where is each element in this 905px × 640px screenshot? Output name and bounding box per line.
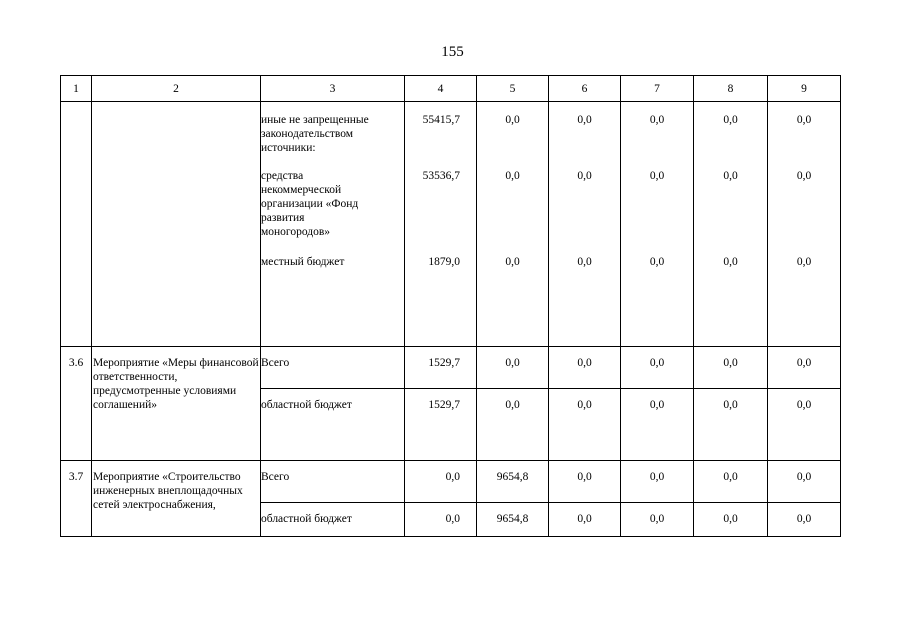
value: 0,0 bbox=[577, 471, 592, 483]
header-cell: 5 bbox=[477, 76, 549, 102]
value-cell-col6 bbox=[549, 102, 621, 347]
row-name-cell bbox=[92, 461, 261, 537]
source-local: местный бюджет bbox=[261, 256, 345, 268]
value: 0,0 bbox=[723, 357, 738, 369]
value: 0,0 bbox=[505, 357, 520, 369]
value: 0,0 bbox=[723, 256, 738, 268]
value-cell bbox=[768, 389, 841, 461]
value-cell bbox=[621, 389, 694, 461]
value-cell bbox=[549, 461, 621, 503]
source: областной бюджет bbox=[261, 399, 352, 411]
header-cell: 6 bbox=[549, 76, 621, 102]
row-number-cell bbox=[61, 461, 92, 537]
header-cell: 7 bbox=[621, 76, 694, 102]
row-name: Мероприятие «Строительство инженерных внеплощадочных сетей электроснабжения, bbox=[93, 471, 243, 511]
header-cell: 9 bbox=[768, 76, 841, 102]
value: 0,0 bbox=[796, 471, 812, 483]
value-cell bbox=[549, 503, 621, 537]
budget-table bbox=[60, 75, 841, 537]
value: 9654,8 bbox=[496, 471, 529, 483]
value: 0,0 bbox=[505, 170, 520, 182]
value: 0,0 bbox=[723, 471, 738, 483]
source-cell bbox=[261, 102, 405, 347]
header-cell: 4 bbox=[405, 76, 477, 102]
row-name-cell bbox=[92, 102, 261, 347]
value-cell bbox=[549, 347, 621, 389]
row-name-cell bbox=[92, 347, 261, 461]
header-row bbox=[61, 76, 841, 102]
value: 0,0 bbox=[649, 357, 665, 369]
value: 0,0 bbox=[445, 513, 460, 525]
value-cell bbox=[405, 503, 477, 537]
source-other: иные не запрещенные законодательством источники: bbox=[261, 114, 369, 154]
value: 0,0 bbox=[723, 399, 738, 411]
value-cell bbox=[768, 347, 841, 389]
value: 0,0 bbox=[577, 114, 592, 126]
value: 0,0 bbox=[723, 513, 738, 525]
value-cell bbox=[694, 347, 768, 389]
value: 1529,7 bbox=[428, 399, 460, 411]
value-cell bbox=[694, 503, 768, 537]
value: 9654,8 bbox=[496, 513, 529, 525]
value-cell-col8 bbox=[694, 102, 768, 347]
header-cell: 8 bbox=[694, 76, 768, 102]
value: 53536,7 bbox=[422, 170, 460, 182]
value: 0,0 bbox=[649, 170, 665, 182]
value-cell bbox=[621, 347, 694, 389]
value-cell-col9 bbox=[768, 102, 841, 347]
value-cell-col4 bbox=[405, 102, 477, 347]
value: 0,0 bbox=[577, 513, 592, 525]
value: 0,0 bbox=[649, 471, 665, 483]
value: 0,0 bbox=[577, 357, 592, 369]
value: 0,0 bbox=[577, 256, 592, 268]
value-cell bbox=[621, 503, 694, 537]
source: Всего bbox=[261, 471, 290, 483]
value-cell bbox=[405, 347, 477, 389]
header-cell: 1 bbox=[61, 76, 92, 102]
value: 0,0 bbox=[649, 114, 665, 126]
value: 0,0 bbox=[649, 399, 665, 411]
value: 0,0 bbox=[649, 513, 665, 525]
value: 0,0 bbox=[796, 513, 812, 525]
header-cell: 3 bbox=[261, 76, 405, 102]
value-cell-col7 bbox=[621, 102, 694, 347]
value-cell bbox=[549, 389, 621, 461]
source-cell bbox=[261, 347, 405, 389]
source-cell bbox=[261, 503, 405, 537]
row-number-cell bbox=[61, 102, 92, 347]
value: 0,0 bbox=[796, 357, 812, 369]
source-cell bbox=[261, 461, 405, 503]
row-number-cell bbox=[61, 347, 92, 461]
value: 0,0 bbox=[505, 399, 520, 411]
value: 0,0 bbox=[796, 170, 812, 182]
value: 0,0 bbox=[505, 256, 520, 268]
value-cell bbox=[477, 503, 549, 537]
page-number: 155 bbox=[441, 44, 464, 60]
value-cell bbox=[477, 389, 549, 461]
value: 0,0 bbox=[577, 170, 592, 182]
value-cell bbox=[477, 347, 549, 389]
value: 0,0 bbox=[723, 114, 738, 126]
source-cell bbox=[261, 389, 405, 461]
value-cell bbox=[621, 461, 694, 503]
value: 1879,0 bbox=[428, 256, 460, 268]
value-cell-col5 bbox=[477, 102, 549, 347]
value: 0,0 bbox=[723, 170, 738, 182]
value: 1529,7 bbox=[428, 357, 460, 369]
row-name: Мероприятие «Меры финансовой ответственности, предусмотренные условиями соглашений» bbox=[93, 357, 259, 411]
value-cell bbox=[405, 461, 477, 503]
value: 0,0 bbox=[445, 471, 460, 483]
value-cell bbox=[477, 461, 549, 503]
value-cell bbox=[694, 461, 768, 503]
value-cell bbox=[768, 461, 841, 503]
value: 0,0 bbox=[796, 256, 812, 268]
source: Всего bbox=[261, 357, 290, 369]
value: 55415,7 bbox=[422, 114, 460, 126]
source: областной бюджет bbox=[261, 513, 352, 525]
value-cell bbox=[694, 389, 768, 461]
continuation-row bbox=[61, 102, 841, 347]
row-number: 3.7 bbox=[68, 471, 84, 483]
table-row bbox=[61, 347, 841, 389]
value-cell bbox=[768, 503, 841, 537]
source-nco: средства некоммерческой организации «Фонд развития моногородов» bbox=[261, 170, 359, 238]
value: 0,0 bbox=[505, 114, 520, 126]
value: 0,0 bbox=[577, 399, 592, 411]
table-row bbox=[61, 461, 841, 503]
header-cell: 2 bbox=[92, 76, 261, 102]
value-cell bbox=[405, 389, 477, 461]
row-number: 3.6 bbox=[68, 357, 84, 369]
value: 0,0 bbox=[796, 399, 812, 411]
value: 0,0 bbox=[796, 114, 812, 126]
value: 0,0 bbox=[649, 256, 665, 268]
